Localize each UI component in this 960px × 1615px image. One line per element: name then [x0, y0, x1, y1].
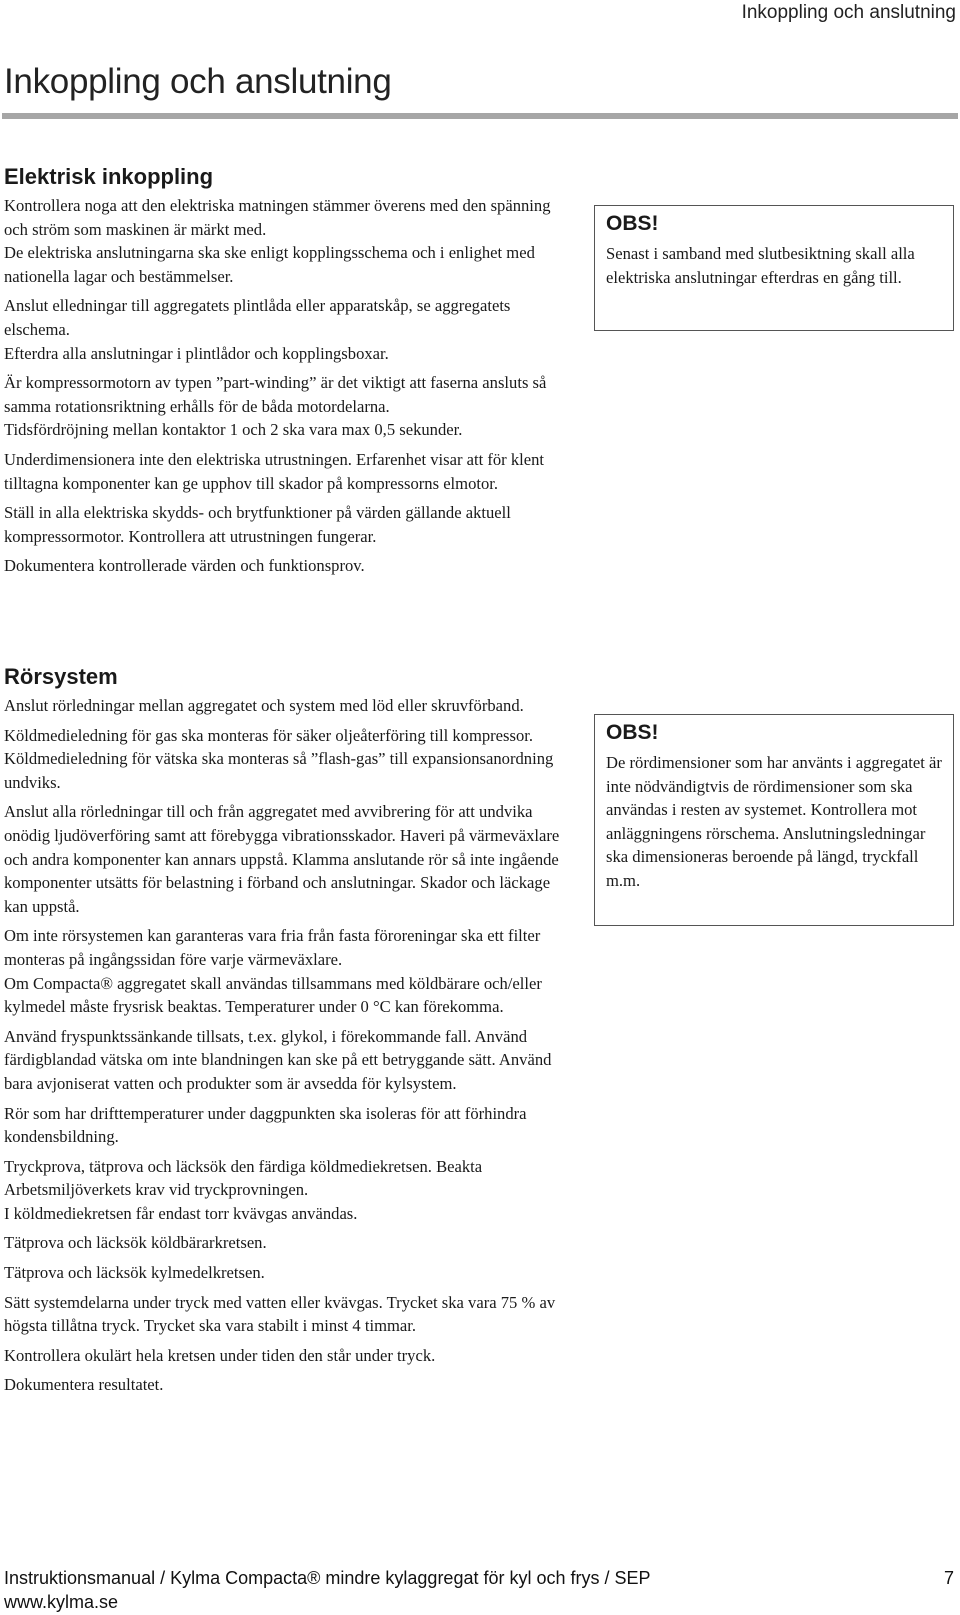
paragraph: Tätprova och läcksök köldbärarkretsen. — [4, 1233, 267, 1253]
paragraph: Rör som har drifttemperaturer under daggpunkten ska isoleras för att förhindra kondensbildning. — [4, 1103, 527, 1147]
paragraph: Sätt systemdelarna under tryck med vatten eller kvävgas. Trycket ska vara 75 % av högsta tillåtna tryck. Trycket ska vara stabilt i minst 4 timmar. — [4, 1292, 556, 1336]
paragraph: Använd fryspunktssänkande tillsats, t.ex. glykol, i förekommande fall. Använd färdigblandad vätska om inte blandningen kan ske på ett betryggande sätt. Använd bara avjoniserat vatten och produkter som är avsedda för kylsystem. — [4, 1026, 552, 1093]
page-title: Inkoppling och anslutning — [4, 62, 392, 101]
paragraph: Anslut elledningar till aggregatets plintlåda eller apparatskåp, se aggregatets elschema. — [4, 296, 511, 339]
page-number: 7 — [943, 1568, 954, 1588]
paragraph: Dokumentera kontrollerade värden och funktionsprov. — [4, 556, 365, 576]
paragraph: Underdimensionera inte den elektriska utrustningen. Erfarenhet visar att för klent tilltagna komponenter kan ge upphov till skador på kompressorns elmotor. — [4, 449, 545, 493]
piping-heading: Rörsystem — [4, 664, 118, 689]
paragraph: Dokumentera resultatet. — [4, 1375, 164, 1395]
paragraph: Kontrollera noga att den elektriska matningen stämmer överens med den spänning och ström som maskinen är märkt med. — [4, 196, 551, 239]
paragraph: Köldmedieledning för gas ska monteras för säker oljeåterföring till kompressor. — [4, 725, 534, 745]
paragraph: Är kompressormotorn av typen ”part-winding” är det viktigt att faserna ansluts så samma rotationsriktning erhålls för de båda motordelarna. — [4, 373, 547, 416]
obs-title: OBS! — [606, 721, 659, 744]
obs-text: De rördimensioner som har använts i aggregatet är inte nödvändigtvis de rördimensioner som ska användas i resten av systemet. Kontrollera mot anläggningens rörschema. Anslutningsledningar ska dimensioneras beroende på längd, tryckfall m.m. — [606, 753, 942, 890]
title-rule — [2, 113, 958, 119]
paragraph: Om inte rörsystemen kan garanteras vara fria från fasta föroreningar ska ett filter monteras på ingångssidan före varje värmeväxlare. — [4, 926, 541, 969]
obs-note-piping — [594, 714, 954, 926]
paragraph: I köldmediekretsen får endast torr kvävgas användas. — [4, 1203, 358, 1223]
paragraph: Köldmedieledning för vätska ska monteras så ”flash-gas” till expansionsanordning undviks. — [4, 749, 554, 792]
electrical-section — [4, 164, 576, 584]
paragraph: De elektriska anslutningarna ska ske enligt kopplingsschema och i enlighet med nationella lagar och bestämmelser. — [4, 243, 535, 286]
paragraph: Tryckprova, tätprova och läcksök den färdiga köldmediekretsen. Beakta Arbetsmiljöverkets krav vid tryckprovningen. — [4, 1156, 483, 1200]
paragraph: Anslut alla rörledningar till och från aggregatet med avvibrering för att undvika onödig ljudöverföring samt att förebygga vibrationsskador. Haveri på värmeväxlare och andra komponenter kan annars uppstå. Klamma anslutande rör så inte ingående komponenter utsätts för belastning i förband och anslutningar. Skador och läckage kan uppstå. — [4, 802, 560, 916]
paragraph: Anslut rörledningar mellan aggregatet och system med löd eller skruvförband. — [4, 696, 524, 715]
footer-document-title: Instruktionsmanual / Kylma Compacta® mindre kylaggregat för kyl och frys / SEP — [4, 1568, 651, 1588]
piping-section — [4, 664, 576, 1403]
paragraph: Om Compacta® aggregatet skall användas tillsammans med köldbärare och/eller kylmedel måste frysrisk beaktas. Temperaturer under 0 °C kan förekomma. — [4, 973, 542, 1017]
paragraph: Efterdra alla anslutningar i plintlådor och kopplingsboxar. — [4, 343, 389, 363]
paragraph: Tätprova och läcksök kylmedelkretsen. — [4, 1263, 265, 1283]
running-header: Inkoppling och anslutning — [741, 2, 956, 23]
paragraph: Ställ in alla elektriska skydds- och brytfunktioner på värden gällande aktuell kompressormotor. Kontrollera att utrustningen fungerar. — [4, 503, 511, 546]
obs-note-electrical — [594, 205, 954, 331]
paragraph: Kontrollera okulärt hela kretsen under tiden den står under tryck. — [4, 1345, 436, 1365]
obs-text: Senast i samband med slutbesiktning skall alla elektriska anslutningar efterdras en gång till. — [606, 244, 915, 287]
footer-url[interactable]: www.kylma.se — [4, 1592, 119, 1612]
paragraph: Tidsfördröjning mellan kontaktor 1 och 2 ska vara max 0,5 sekunder. — [4, 420, 463, 440]
electrical-heading: Elektrisk inkoppling — [4, 164, 214, 189]
obs-title: OBS! — [606, 212, 659, 235]
